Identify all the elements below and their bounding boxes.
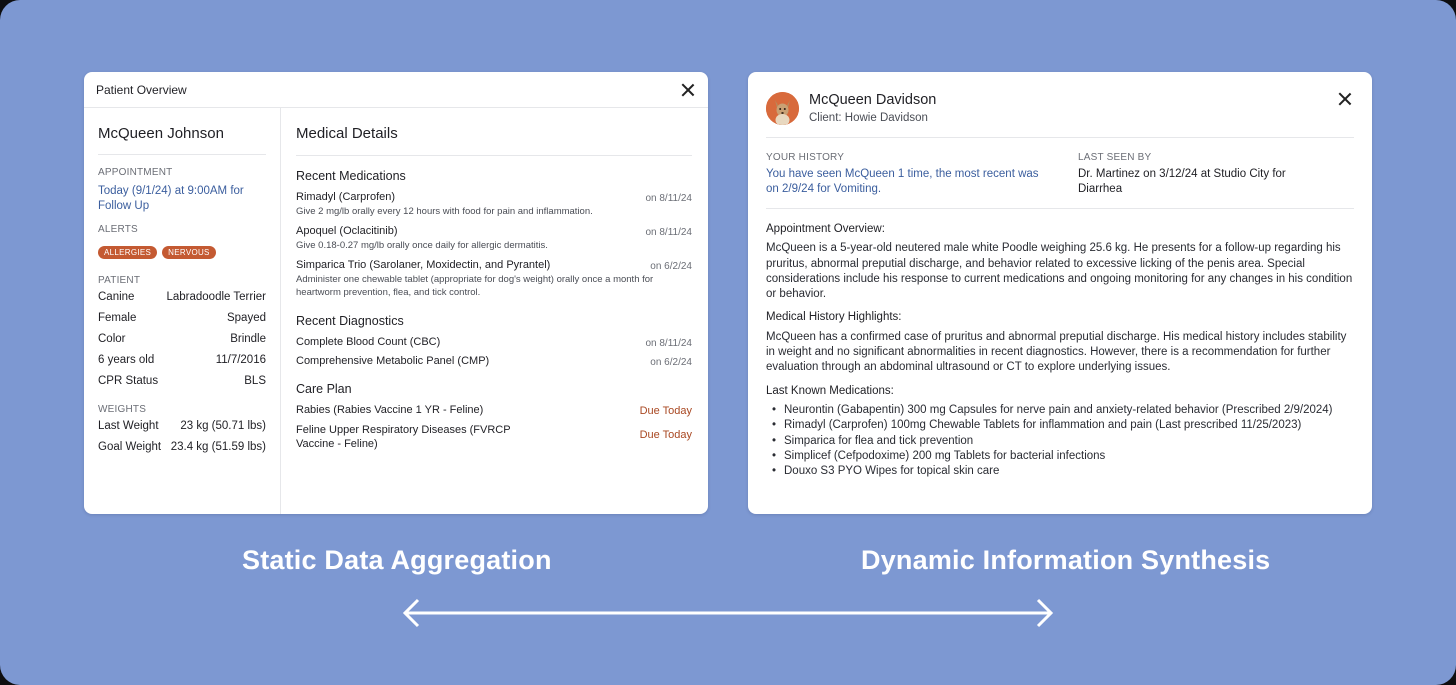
medication-name: Simparica Trio (Sarolaner, Moxidectin, and Pyrantel) <box>296 259 551 271</box>
last-seen-value: Dr. Martinez on 3/12/24 at Studio City for Diarrhea <box>1078 168 1286 195</box>
client-name: Client: Howie Davidson <box>809 112 928 124</box>
appointment-link[interactable]: Today (9/1/24) at 9:00AM for Follow Up <box>98 185 244 212</box>
pet-avatar <box>766 92 799 125</box>
medication-list-item: • Simparica for flea and tick prevention <box>766 434 1354 449</box>
medication-list-item: • Neurontin (Gabapentin) 300 mg Capsules for nerve pain and anxiety-related behavior (Prescribed 2/9/2024) <box>766 403 1354 418</box>
summary-body <box>766 222 1354 479</box>
patient-info-row <box>98 309 266 330</box>
care-item-name: Feline Upper Respiratory Diseases (FVRCP Vaccine - Feline) <box>296 424 511 450</box>
patient-overview-card <box>84 72 708 514</box>
alerts-list <box>98 242 266 260</box>
info-key: Color <box>98 333 126 345</box>
weight-value: 23.4 kg (51.59 lbs) <box>170 441 266 453</box>
care-plan-title: Care Plan <box>296 382 352 396</box>
divider <box>98 154 266 155</box>
divider <box>296 155 692 156</box>
patient-info-row <box>98 372 266 393</box>
appointment-overview-text: McQueen is a 5-year-old neutered male white Poodle weighing 25.6 kg. He presents for a follow-up regarding his pruritus, abnormal preputial discharge, and behavior related to excessive licking of the penis area. Special considerations include his response to current medications and ongoing monitoring for any changes in his condition or behavior. <box>766 242 1353 301</box>
patient-info-row <box>98 351 266 372</box>
diagnostic-date: on 6/2/24 <box>650 357 692 368</box>
care-due-status: Due Today <box>639 429 692 441</box>
medication-description: Give 0.18-0.27 mg/lb orally once daily for allergic dermatitis. <box>296 240 548 251</box>
card-header <box>84 72 708 108</box>
diagnostic-date: on 8/11/24 <box>645 338 692 349</box>
weight-row <box>98 417 266 438</box>
medication-date: on 6/2/24 <box>650 261 692 272</box>
recent-medications-title: Recent Medications <box>296 169 406 183</box>
medication-item <box>296 225 692 252</box>
care-item-name: Rabies (Rabies Vaccine 1 YR - Feline) <box>296 404 484 416</box>
medical-details <box>296 108 692 451</box>
close-icon[interactable] <box>681 83 695 97</box>
medication-item <box>296 191 692 218</box>
info-value: BLS <box>244 375 266 387</box>
info-value: Labradoodle Terrier <box>166 291 266 303</box>
last-medications-list <box>766 403 1354 479</box>
medication-date: on 8/11/24 <box>645 227 692 238</box>
column-divider <box>280 108 281 514</box>
info-value: Spayed <box>226 312 266 324</box>
info-value: Brindle <box>230 333 266 345</box>
alert-badge-nervous: NERVOUS <box>162 246 216 259</box>
patient-info-row <box>98 330 266 351</box>
divider <box>766 137 1354 138</box>
weight-row <box>98 438 266 459</box>
care-due-status: Due Today <box>639 405 692 417</box>
diagnostic-name: Comprehensive Metabolic Panel (CMP) <box>296 355 490 367</box>
info-key: CPR Status <box>98 375 159 387</box>
medication-description: Give 2 mg/lb orally every 12 hours with food for pain and inflammation. <box>296 206 593 217</box>
weight-key: Goal Weight <box>98 441 162 453</box>
alerts-label: ALERTS <box>98 224 138 235</box>
medication-list-item: • Rimadyl (Carprofen) 100mg Chewable Tablets for inflammation and pain (Last prescribed 11/25/2023) <box>766 418 1354 433</box>
card-title: Patient Overview <box>96 83 187 97</box>
weights-list <box>98 417 266 459</box>
info-key: Canine <box>98 291 135 303</box>
appointment-overview-heading: Appointment Overview: <box>766 223 885 235</box>
medication-name: Rimadyl (Carprofen) <box>296 191 396 203</box>
medical-history-heading: Medical History Highlights: <box>766 311 902 324</box>
double-arrow-icon <box>400 597 1056 629</box>
patient-info-row <box>98 288 266 309</box>
medication-date: on 8/11/24 <box>645 193 692 204</box>
your-history-label: YOUR HISTORY <box>766 152 845 163</box>
divider <box>766 208 1354 209</box>
patient-name: McQueen Johnson <box>98 125 224 142</box>
caption-static: Static Data Aggregation <box>242 545 552 575</box>
weight-key: Last Weight <box>98 420 159 432</box>
medication-item <box>296 259 692 299</box>
medication-list-item: • Simplicef (Cefpodoxime) 200 mg Tablets for bacterial infections <box>766 449 1354 464</box>
your-history-link[interactable]: You have seen McQueen 1 time, the most recent was on 2/9/24 for Vomiting. <box>766 168 1039 195</box>
last-medications-heading: Last Known Medications: <box>766 384 894 397</box>
close-icon[interactable] <box>1338 92 1352 106</box>
weights-label: WEIGHTS <box>98 404 147 415</box>
patient-name: McQueen Davidson <box>809 92 937 108</box>
alert-badge-allergies: ALLERGIES <box>98 246 157 259</box>
info-key: Female <box>98 312 137 324</box>
appointment-label: APPOINTMENT <box>98 167 173 178</box>
medical-details-title: Medical Details <box>296 125 398 142</box>
medical-history-text: McQueen has a confirmed case of pruritus and abnormal preputial discharge. His medical history includes stability in weight and no significant abnormalities in recent diagnostics. However, there is a recommendation for further evaluation through an abdominal ultrasound or CT to explore underlying issues. <box>766 330 1347 374</box>
weight-value: 23 kg (50.71 lbs) <box>180 420 266 432</box>
recent-diagnostics-title: Recent Diagnostics <box>296 314 404 328</box>
info-key: 6 years old <box>98 354 155 366</box>
your-history <box>766 152 1046 197</box>
info-value: 11/7/2016 <box>215 354 266 366</box>
care-item <box>296 404 692 416</box>
medication-list-item: • Douxo S3 PYO Wipes for topical skin care <box>766 464 1354 479</box>
diagnostic-item <box>296 336 692 348</box>
caption-dynamic: Dynamic Information Synthesis <box>861 545 1271 575</box>
patient-info-list <box>98 288 266 393</box>
patient-summary-card <box>748 72 1372 514</box>
care-item <box>296 423 692 451</box>
diagnostic-item <box>296 355 692 367</box>
patient-label: PATIENT <box>98 275 141 286</box>
patient-sidebar <box>98 108 266 459</box>
medication-name: Apoquel (Oclacitinib) <box>296 225 398 237</box>
last-seen <box>1078 152 1328 197</box>
diagnostic-name: Complete Blood Count (CBC) <box>296 336 441 348</box>
last-seen-label: LAST SEEN BY <box>1078 152 1152 163</box>
medication-description: Administer one chewable tablet (appropriate for dog's weight) orally once a month for heartworm prevention, flea, and tick control. <box>296 274 654 298</box>
